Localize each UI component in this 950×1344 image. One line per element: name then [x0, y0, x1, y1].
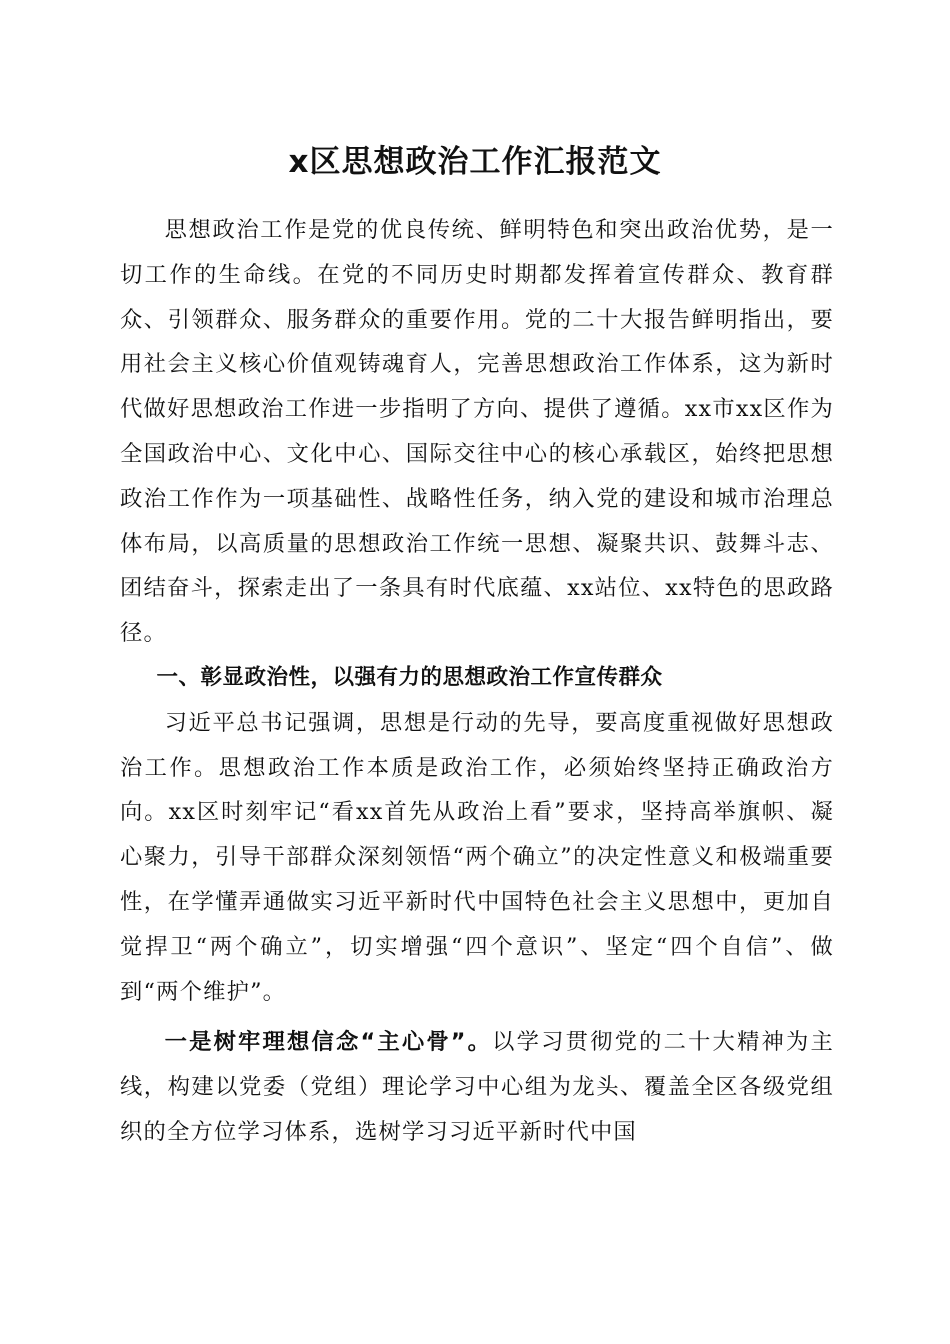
section-1-heading: 一、彰显政治性，以强有力的思想政治工作宣传群众 [156, 664, 663, 690]
document-body [120, 208, 834, 1155]
document-title: x区思想政治工作汇报范文 [288, 144, 662, 180]
point-1-lead: 一是树牢理想信念“主心骨”。 [164, 1029, 493, 1056]
section-1-point-1 [120, 1020, 834, 1154]
section-1-paragraph: 习近平总书记强调，思想是行动的先导，要高度重视做好思想政治工作。思想政治工作本质是政治工作，必须始终坚持正确政治方向。xx区时刻牢记“看xx首先从政治上看”要求，坚持高举旗帜、凝心聚力，引导干部群众深刻领悟“两个确立”的决定性意义和极端重要性，在学懂弄通做实习近平新时代中国特色社会主义思想中，更加自觉捍卫“两个确立”，切实增强“四个意识”、坚定“四个自信”、做到“两个维护”。 [120, 709, 834, 1005]
point-1-text: 以学习贯彻党的二十大精神为主线，构建以党委（党组）理论学习中心组为龙头、覆盖全区各级党组织的全方位学习体系，选树学习习近平新时代中国 [120, 1029, 835, 1145]
intro-paragraph: 思想政治工作是党的优良传统、鲜明特色和突出政治优势，是一切工作的生命线。在党的不同历史时期都发挥着宣传群众、教育群众、引领群众、服务群众的重要作用。党的二十大报告鲜明指出，要用社会主义核心价值观铸魂育人，完善思想政治工作体系，这为新时代做好思想政治工作进一步指明了方向、提供了遵循。xx市xx区作为全国政治中心、文化中心、国际交往中心的核心承载区，始终把思想政治工作作为一项基础性、战略性任务，纳入党的建设和城市治理总体布局，以高质量的思想政治工作统一思想、凝聚共识、鼓舞斗志、团结奋斗，探索走出了一条具有时代底蕴、xx站位、xx特色的思政路径。 [120, 217, 834, 647]
